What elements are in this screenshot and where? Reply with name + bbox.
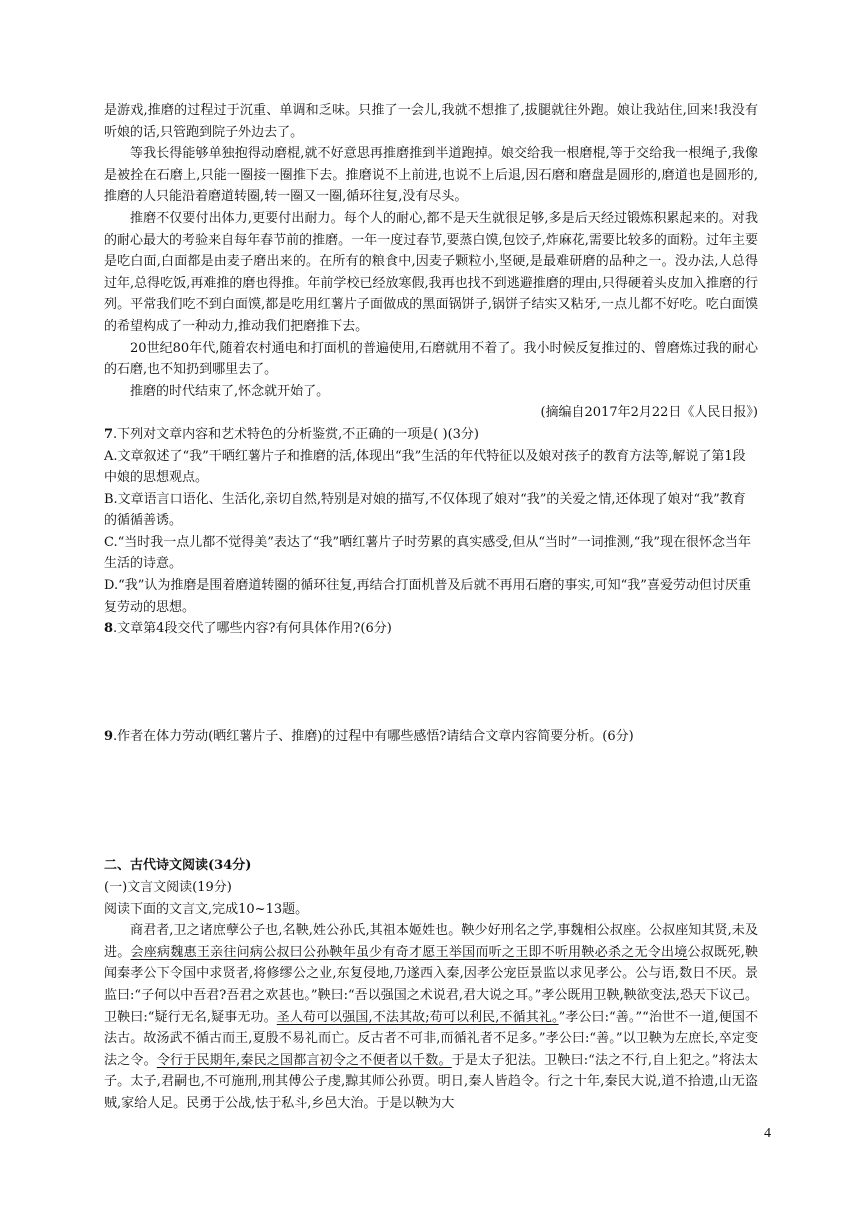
classical-underlined-sentence-1: 会座病魏惠王亲往问病公叔曰公孙鞅年虽少有奇才愿王举国而听之王即不听用鞅必杀之无令出境 <box>130 944 688 960</box>
section-2-title: 二、古代诗文阅读(34分) <box>104 858 252 874</box>
question-7-option-a: A.文章叙述了“我”干晒红薯片子和推磨的活,体现出“我”生活的年代特征以及娘对孩子的教育方法等,解说了第1段中娘的思想观点。 <box>104 448 746 486</box>
question-7-option-d: D.“我”认为推磨是围着磨道转圈的循环往复,再结合打面机普及后就不再用石磨的事实,可知“我”喜爱劳动但讨厌重复劳动的思想。 <box>104 578 751 615</box>
question-9 <box>104 726 758 748</box>
page-number: 4 <box>764 1126 771 1141</box>
classical-passage <box>104 920 758 1114</box>
passage-paragraph-2: 等我长得能够单独抱得动磨棍,就不好意思再推磨推到半道跑掉。娘交给我一根磨棍,等于交给我一根绳子,我像是被拴在石磨上,只能一圈接一圈推下去。推磨说不上前进,也说不上后退,因石磨和磨盘是圆形的,磨道也是圆形的,推磨的人只能沿着磨道转圈,转一圈又一圈,循环往复,没有尽头。 <box>104 146 758 205</box>
classical-text-3: ”孝公曰:“善。”“治世不一道,便国不法古。故汤武不循古而王,夏殷不易礼而亡。反古者不可非,而循礼者不足多。”孝公曰:“善。”以卫鞅为左庶长,卒定变法之令。 <box>104 1009 758 1068</box>
question-9-number: 9 <box>104 728 114 744</box>
section-2-subtitle: (一)文言文阅读(19分) <box>104 880 232 896</box>
passage-paragraph-4: 20世纪80年代,随着农村通电和打面机的普遍使用,石磨就用不着了。我小时候反复推过的、曾磨炼过我的耐心的石磨,也不知扔到哪里去了。 <box>104 340 758 378</box>
classical-underlined-sentence-3: 令行于民期年,秦民之国都言初令之不便者以千数。 <box>156 1052 452 1068</box>
section-2-instruction: 阅读下面的文言文,完成10~13题。 <box>104 901 309 917</box>
question-8-number: 8 <box>104 621 114 637</box>
passage-paragraph-1: 是游戏,推磨的过程过于沉重、单调和乏味。只推了一会儿,我就不想推了,拔腿就往外跑。娘让我站住,回来!我没有听娘的话,只管跑到院子外边去了。 <box>104 103 758 140</box>
classical-text-1: 商君者,卫之诸庶孽公子也,名鞅,姓公孙氏,其祖本姬姓也。鞅少好刑名之学,事魏相公叔座。公叔座知其贤,未及进。 <box>104 923 758 960</box>
answer-space-9 <box>104 747 758 855</box>
classical-text-4: 于是太子犯法。卫鞅曰:“法之不行,自上犯之。”将法太子。太子,君嗣也,不可施刑,刑其傅公子虔,黥其师公孙贾。明日,秦人皆趋令。行之十年,秦民大说,道不拾遗,山无盗贼,家给人足。民勇于公战,怯于私斗,乡邑大治。于是以鞅为大 <box>104 1052 758 1111</box>
question-7-option-c: C.“当时我一点儿都不觉得美”表达了“我”晒红薯片子时劳累的真实感受,但从“当时”一词推测,“我”现在很怀念当年生活的诗意。 <box>104 534 752 572</box>
question-8 <box>104 618 758 640</box>
question-7-number: 7 <box>104 426 114 442</box>
passage-paragraph-3: 推磨不仅要付出体力,更要付出耐力。每个人的耐心,都不是天生就很足够,多是后天经过锻炼积累起来的。对我的耐心最大的考验来自每年春节前的推磨。一年一度过春节,要蒸白馍,包饺子,炸麻花,需要比较多的面粉。过年主要是吃白面,白面都是由麦子磨出来的。在所有的粮食中,因麦子颗粒小,坚硬,是最难研磨的品种之一。没办法,人总得过年,总得吃饭,再难推的磨也得推。年前学校已经放寒假,我再也找不到逃避推磨的理由,只得硬着头皮加入推磨的行列。平常我们吃不到白面馍,都是吃用红薯片子面做成的黑面锅饼子,锅饼子结实又粘牙,一点儿都不好吃。吃白面馍的希望构成了一种动力,推动我们把磨推下去。 <box>104 210 758 334</box>
classical-underlined-sentence-2: 圣人苟可以强国,不法其故;苟可以利民,不循其礼。 <box>276 1009 559 1025</box>
question-7 <box>104 424 758 446</box>
passage-source: (摘编自2017年2月22日《人民日报》) <box>540 405 758 421</box>
classical-text-2: 公叔既死,鞅闻秦孝公下令国中求贤者,将修缪公之业,东复侵地,乃遂西入秦,因孝公宠臣景监以求见孝公。公与语,数日不厌。景监曰:“子何以中吾君?吾君之欢甚也。”鞅曰:“吾以强国之术说君,君大说之耳。”孝公既用卫鞅,鞅欲变法,恐天下议己。卫鞅曰:“疑行无名,疑事无功。 <box>104 944 758 1025</box>
passage-paragraph-5: 推磨的时代结束了,怀念就开始了。 <box>130 383 330 399</box>
page-content <box>104 100 758 1115</box>
question-8-stem: .文章第4段交代了哪些内容?有何具体作用?(6分) <box>113 621 392 637</box>
question-7-option-b: B.文章语言口语化、生活化,亲切自然,特别是对娘的描写,不仅体现了娘对“我”的关爱之情,还体现了娘对“我”教育的循循善诱。 <box>104 491 746 529</box>
answer-space-8 <box>104 640 758 726</box>
question-7-stem: .下列对文章内容和艺术特色的分析鉴赏,不正确的一项是( )(3分) <box>113 426 480 442</box>
question-9-stem: .作者在体力劳动(晒红薯片子、推磨)的过程中有哪些感悟?请结合文章内容简要分析。(6分) <box>113 728 634 744</box>
